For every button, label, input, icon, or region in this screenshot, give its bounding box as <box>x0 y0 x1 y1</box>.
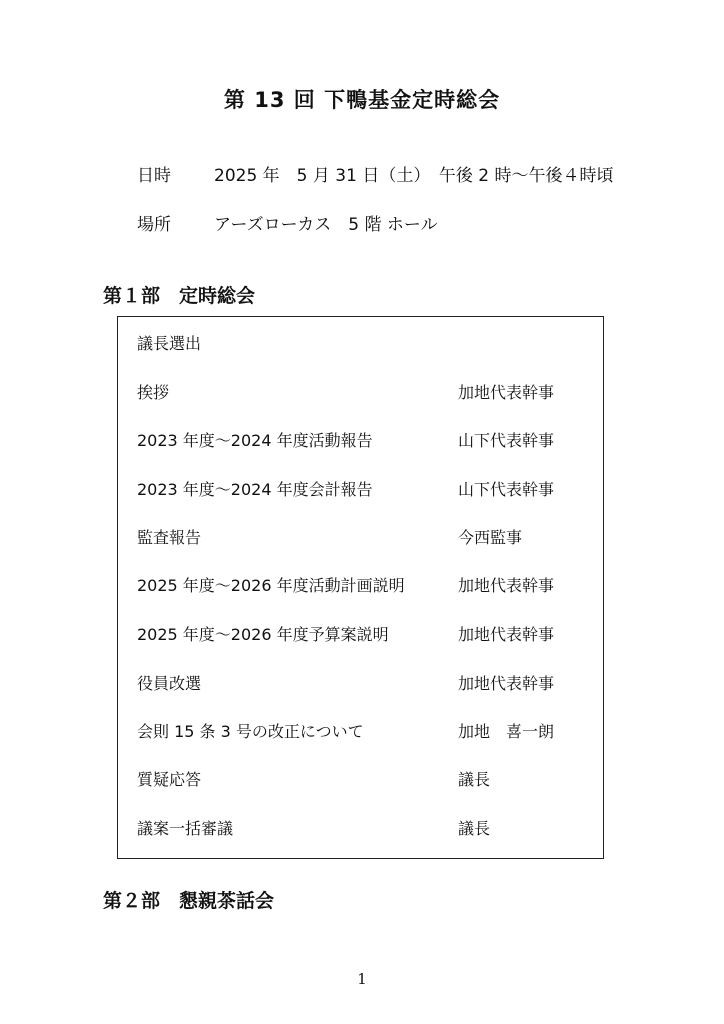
agenda-item: 議案一括審議 <box>137 819 234 838</box>
agenda-item: 議長選出 <box>137 334 202 353</box>
agenda-item: 会則 15 条 3 号の改正について <box>137 722 364 741</box>
agenda-presenter: 加地代表幹事 <box>458 383 555 402</box>
agenda-row <box>118 719 603 745</box>
agenda-row <box>118 428 603 454</box>
agenda-row <box>118 573 603 599</box>
agenda-presenter: 加地代表幹事 <box>458 674 555 693</box>
agenda-item: 2025 年度～2026 年度活動計画説明 <box>137 576 405 595</box>
agenda-presenter: 今西監事 <box>458 528 523 547</box>
part1-heading: 第１部 定時総会 <box>103 285 256 307</box>
agenda-item: 2023 年度～2024 年度会計報告 <box>137 480 373 499</box>
date-value: 2025 年 5 月 31 日（土） 午後 2 時～午後４時頃 <box>214 166 614 186</box>
agenda-item: 2023 年度～2024 年度活動報告 <box>137 431 373 450</box>
agenda-presenter: 議長 <box>458 819 491 838</box>
agenda-presenter: 加地代表幹事 <box>458 576 555 595</box>
page-number: 1 <box>357 970 367 988</box>
document-title: 第 13 回 下鴨基金定時総会 <box>223 88 501 112</box>
agenda-row <box>118 331 603 357</box>
place-line <box>137 210 438 235</box>
agenda-row <box>118 477 603 503</box>
agenda-presenter: 山下代表幹事 <box>458 480 555 499</box>
agenda-presenter: 加地代表幹事 <box>458 625 555 644</box>
agenda-item: 2025 年度～2026 年度予算案説明 <box>137 625 389 644</box>
date-label: 日時 <box>137 166 171 186</box>
agenda-row <box>118 525 603 551</box>
place-value: アーズローカス 5 階 ホール <box>214 215 438 235</box>
agenda-presenter: 加地 喜一朗 <box>458 722 555 741</box>
part2-heading: 第２部 懇親茶話会 <box>103 890 275 912</box>
agenda-presenter: 議長 <box>458 770 491 789</box>
agenda-item: 質疑応答 <box>137 770 202 789</box>
agenda-row <box>118 380 603 406</box>
agenda-row <box>118 767 603 793</box>
place-label: 場所 <box>137 215 171 235</box>
agenda-box <box>117 316 604 859</box>
agenda-row <box>118 816 603 842</box>
agenda-item: 役員改選 <box>137 674 202 693</box>
agenda-row <box>118 622 603 648</box>
agenda-item: 挨拶 <box>137 383 170 402</box>
agenda-item: 監査報告 <box>137 528 202 547</box>
date-line <box>137 161 613 186</box>
agenda-row <box>118 671 603 697</box>
agenda-presenter: 山下代表幹事 <box>458 431 555 450</box>
